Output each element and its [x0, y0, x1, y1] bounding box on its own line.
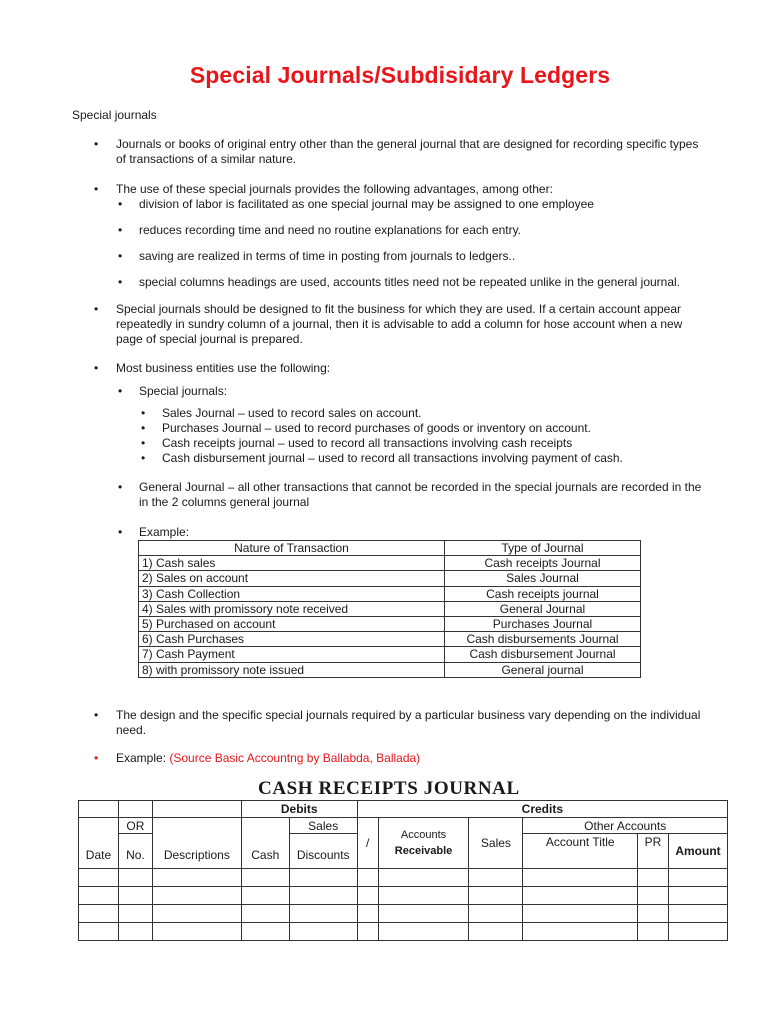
bullet-icon: •: [141, 436, 146, 450]
sub-bullet-item: [118, 223, 522, 238]
date-header: Date: [79, 818, 119, 869]
table-cell: 5) Purchased on account: [139, 616, 445, 631]
bullet-text: Cash receipts journal – used to record all transactions involving cash receipts: [162, 436, 573, 450]
cash-receipts-journal-table: [78, 800, 728, 941]
account-title-header: Account Title: [523, 834, 638, 869]
bullet-icon: •: [94, 708, 99, 722]
bullet-text: Most business entities use the following:: [116, 361, 331, 375]
table-cell: [152, 801, 241, 818]
bullet-text: repeatedly in sundry column of a journal, then it is advisable to add a column for hose account when a new: [116, 317, 683, 331]
sub-bullet-item: [118, 480, 702, 510]
bullet-text: reduces recording time and need no routine explanations for each entry.: [139, 223, 522, 237]
sub-sub-bullet-item: [141, 451, 623, 466]
bullet-item: [94, 137, 699, 167]
table-cell: Cash receipts Journal: [445, 556, 641, 571]
table-row: [79, 869, 728, 887]
sub-sub-bullet-item: [141, 406, 422, 421]
bullet-icon: •: [118, 525, 123, 539]
bullet-item: [94, 361, 331, 376]
table-cell: General journal: [445, 662, 641, 677]
bullet-text: in the 2 columns general journal: [139, 495, 310, 509]
cash-receipts-journal-title: CASH RECEIPTS JOURNAL: [258, 778, 520, 799]
example-label: Example:: [116, 751, 170, 765]
table-row: [139, 616, 641, 631]
source-citation: (Source Basic Accountng by Ballabda, Ballada): [169, 751, 421, 765]
bullet-icon: •: [118, 249, 123, 263]
bullet-icon: •: [141, 421, 146, 435]
table-cell: Purchases Journal: [445, 616, 641, 631]
table-cell: 4) Sales with promissory note received: [139, 601, 445, 616]
table-cell: 3) Cash Collection: [139, 586, 445, 601]
descriptions-header: Descriptions: [152, 818, 241, 869]
other-accounts-header: Other Accounts: [523, 818, 728, 834]
table-cell: Cash receipts journal: [445, 586, 641, 601]
amount-header: Amount: [668, 834, 727, 869]
table-cell: 6) Cash Purchases: [139, 632, 445, 647]
table-header: Type of Journal: [445, 541, 641, 556]
bullet-icon: •: [141, 451, 146, 465]
table-cell: 8) with promissory note issued: [139, 662, 445, 677]
sales-discounts-header-top: Sales: [289, 818, 357, 834]
bullet-text: The design and the specific special journals required by a particular business vary depending on the individual: [116, 708, 701, 722]
sub-sub-bullet-item: [141, 421, 591, 436]
table-row: [139, 571, 641, 586]
bullet-icon: •: [94, 302, 99, 316]
sub-bullet-item: [118, 249, 516, 264]
table-cell: Sales Journal: [445, 571, 641, 586]
table-row: [139, 632, 641, 647]
receivable-label: Receivable: [394, 845, 453, 857]
accounts-label: Accounts: [400, 829, 447, 841]
no-header: No.: [118, 834, 152, 869]
bullet-text: Sales Journal – used to record sales on account.: [162, 406, 422, 420]
bullet-text: Journals or books of original entry other than the general journal that are designed for recording specific types: [116, 137, 699, 151]
or-header: OR: [118, 818, 152, 834]
table-row: [139, 647, 641, 662]
table-cell: 1) Cash sales: [139, 556, 445, 571]
table-cell: [118, 801, 152, 818]
table-header-row: [79, 818, 728, 834]
bullet-text: special columns headings are used, accounts titles need not be repeated unlike in the general journal.: [139, 275, 681, 289]
bullet-text: The use of these special journals provides the following advantages, among other:: [116, 182, 553, 196]
sales-header: Sales: [469, 818, 523, 869]
discounts-header: Discounts: [289, 834, 357, 869]
page-title: Special Journals/Subdisidary Ledgers: [189, 62, 611, 88]
bullet-icon: •: [141, 406, 146, 420]
table-cell: Cash disbursement Journal: [445, 647, 641, 662]
bullet-item: [94, 708, 701, 738]
bullet-icon: •: [118, 197, 123, 211]
bullet-text: General Journal – all other transactions that cannot be recorded in the special journals are recorded in the: [139, 480, 702, 494]
table-cell: Cash disbursements Journal: [445, 632, 641, 647]
table-header-row: [79, 801, 728, 818]
bullet-text: division of labor is facilitated as one special journal may be assigned to one employee: [139, 197, 594, 211]
bullet-text: page of special journal is prepared.: [116, 332, 303, 346]
bullet-icon: •: [94, 182, 99, 196]
table-row: [79, 923, 728, 941]
table-row: [139, 586, 641, 601]
table-row: [79, 905, 728, 923]
table-cell: General Journal: [445, 601, 641, 616]
debits-header: Debits: [241, 801, 357, 818]
bullet-text: of transactions of a similar nature.: [116, 152, 297, 166]
table-row: [139, 556, 641, 571]
table-cell: 2) Sales on account: [139, 571, 445, 586]
bullet-text: Special journals should be designed to fit the business for which they are used. If a certain account appear: [116, 302, 682, 316]
bullet-item: [94, 302, 683, 347]
table-row: [79, 887, 728, 905]
slash-header: /: [357, 818, 378, 869]
section-label: Special journals: [72, 108, 157, 122]
bullet-icon: •: [118, 384, 123, 398]
sub-bullet-item: [118, 525, 190, 540]
table-header-row: [139, 541, 641, 556]
bullet-text: Example:: [139, 525, 190, 539]
bullet-text: Purchases Journal – used to record purchases of goods or inventory on account.: [162, 421, 591, 435]
sub-bullet-item: [118, 275, 681, 290]
sub-bullet-item: [118, 197, 594, 212]
accounts-receivable-header: [378, 818, 469, 869]
cash-header: Cash: [241, 818, 289, 869]
bullet-icon: •: [118, 480, 123, 494]
table-cell: [79, 801, 119, 818]
bullet-text: need.: [116, 723, 147, 737]
bullet-icon: •: [118, 275, 123, 289]
pr-header: PR: [638, 834, 669, 869]
bullet-text: [116, 751, 420, 766]
bullet-text: saving are realized in terms of time in posting from journals to ledgers..: [139, 249, 516, 263]
bullet-icon: •: [94, 751, 99, 765]
bullet-text: Special journals:: [139, 384, 228, 398]
table-cell: 7) Cash Payment: [139, 647, 445, 662]
bullet-icon: •: [94, 137, 99, 151]
table-header: Nature of Transaction: [139, 541, 445, 556]
credits-header: Credits: [357, 801, 727, 818]
table-row: [139, 601, 641, 616]
bullet-text: Cash disbursement journal – used to record all transactions involving payment of cash.: [162, 451, 623, 465]
bullet-icon: •: [94, 361, 99, 375]
nature-of-transaction-table: [138, 540, 641, 678]
bullet-icon: •: [118, 223, 123, 237]
sub-sub-bullet-item: [141, 436, 573, 451]
sub-bullet-item: [118, 384, 228, 399]
bullet-item: [94, 182, 553, 197]
bullet-item: [94, 751, 421, 766]
table-row: [139, 662, 641, 677]
